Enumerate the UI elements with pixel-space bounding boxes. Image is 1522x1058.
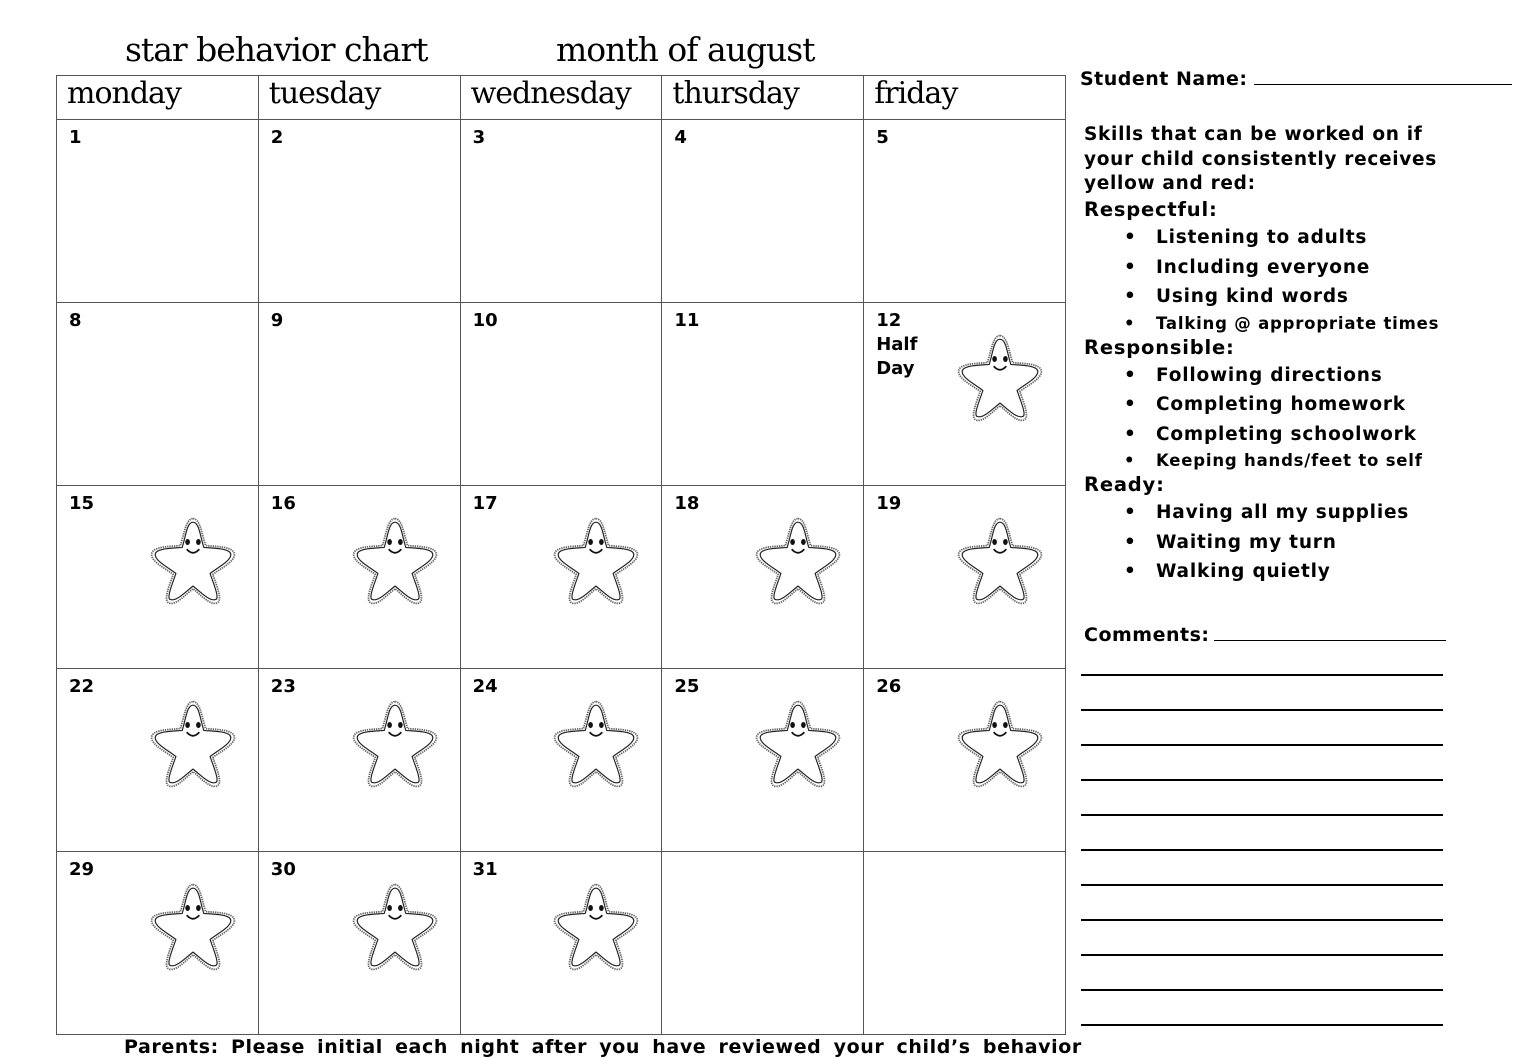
star-sticker-icon — [955, 331, 1045, 423]
star-sticker-graphic — [350, 514, 440, 606]
calendar-day-cell[interactable] — [460, 303, 662, 486]
star-sticker-icon — [551, 697, 641, 789]
day-number: 19 — [876, 493, 902, 514]
day-number: 25 — [674, 676, 700, 697]
day-number: 3 — [472, 127, 486, 148]
day-number: 29 — [69, 859, 95, 880]
day-label — [674, 126, 687, 150]
comment-write-line[interactable] — [1081, 709, 1443, 711]
day-label — [473, 492, 498, 516]
student-name-line[interactable] — [1254, 66, 1512, 85]
student-name-field[interactable] — [1080, 66, 1520, 90]
day-number: 26 — [876, 676, 902, 697]
calendar-day-cell[interactable] — [460, 852, 662, 1035]
star-sticker-icon — [148, 697, 238, 789]
day-note: Half — [876, 334, 918, 355]
skill-items — [1084, 361, 1520, 474]
day-label — [473, 126, 486, 150]
star-sticker-icon — [551, 514, 641, 606]
weekday-header: thursday — [662, 76, 864, 120]
day-number: 22 — [69, 676, 95, 697]
sidebar — [1080, 66, 1520, 646]
day-number: 18 — [674, 493, 700, 514]
skill-item: • Completing schoolwork — [1084, 420, 1520, 450]
calendar-day-cell[interactable] — [864, 669, 1066, 852]
day-number: 9 — [270, 310, 284, 331]
day-label — [674, 309, 699, 333]
calendar-day-cell[interactable] — [57, 669, 259, 852]
calendar-day-cell[interactable] — [662, 669, 864, 852]
skill-item: • Including everyone — [1084, 253, 1520, 283]
comments-field[interactable] — [1084, 622, 1446, 646]
day-label — [473, 309, 498, 333]
star-sticker-icon — [753, 514, 843, 606]
calendar-table — [56, 75, 1066, 1035]
skills-intro: Skills that can be worked on if your child consistently receives yellow and red: — [1084, 124, 1438, 194]
comment-write-line[interactable] — [1081, 919, 1443, 921]
day-label — [876, 492, 901, 516]
calendar-week-row — [57, 669, 1066, 852]
calendar-day-cell[interactable] — [57, 486, 259, 669]
skill-item: • Listening to adults — [1084, 223, 1520, 253]
calendar-day-cell[interactable] — [662, 852, 864, 1035]
skill-category-heading: Respectful: — [1084, 198, 1218, 221]
day-number: 17 — [472, 493, 498, 514]
skills-list — [1084, 198, 1520, 587]
star-sticker-graphic — [551, 697, 641, 789]
star-sticker-icon — [148, 880, 238, 972]
day-label — [271, 309, 284, 333]
day-label — [876, 675, 901, 699]
star-sticker-graphic — [753, 514, 843, 606]
comment-write-line[interactable] — [1081, 989, 1443, 991]
calendar-day-cell[interactable] — [864, 303, 1066, 486]
day-number: 11 — [674, 310, 700, 331]
day-label — [69, 309, 82, 333]
day-number: 10 — [472, 310, 498, 331]
calendar-day-cell[interactable] — [258, 120, 460, 303]
calendar-day-cell[interactable] — [258, 852, 460, 1035]
star-sticker-graphic — [955, 514, 1045, 606]
star-sticker-graphic — [148, 697, 238, 789]
parent-note: Parents: Please initial each night after you have reviewed your child’s behavior — [124, 1036, 1082, 1058]
student-name-label: Student Name: — [1080, 68, 1248, 90]
comment-write-line[interactable] — [1081, 1024, 1443, 1026]
calendar-day-cell[interactable] — [460, 120, 662, 303]
calendar-day-cell[interactable] — [460, 486, 662, 669]
comment-write-line[interactable] — [1081, 779, 1443, 781]
skill-item: • Following directions — [1084, 361, 1520, 391]
day-label — [876, 309, 917, 381]
day-number: 2 — [270, 127, 284, 148]
star-sticker-icon — [148, 514, 238, 606]
day-label — [69, 492, 94, 516]
star-sticker-graphic — [955, 331, 1045, 423]
skill-items — [1084, 498, 1520, 587]
day-number: 31 — [472, 859, 498, 880]
calendar-day-cell[interactable] — [662, 120, 864, 303]
day-label — [876, 126, 889, 150]
day-label — [69, 675, 94, 699]
star-sticker-icon — [350, 697, 440, 789]
calendar-day-cell[interactable] — [258, 486, 460, 669]
comment-write-line[interactable] — [1081, 814, 1443, 816]
calendar-day-cell[interactable] — [258, 669, 460, 852]
star-sticker-icon — [955, 514, 1045, 606]
weekday-header-row — [57, 76, 1066, 120]
day-note: Day — [876, 358, 915, 379]
skill-item: • Keeping hands/feet to self — [1084, 449, 1520, 473]
calendar-day-cell[interactable] — [460, 669, 662, 852]
calendar-day-cell[interactable] — [864, 486, 1066, 669]
star-sticker-icon — [753, 697, 843, 789]
comment-write-line[interactable] — [1081, 674, 1443, 676]
calendar-day-cell[interactable] — [864, 120, 1066, 303]
star-sticker-graphic — [955, 697, 1045, 789]
day-number: 5 — [876, 127, 889, 148]
day-label — [271, 126, 284, 150]
star-sticker-graphic — [350, 697, 440, 789]
star-sticker-graphic — [551, 514, 641, 606]
star-sticker-graphic — [148, 880, 238, 972]
weekday-header: tuesday — [258, 76, 460, 120]
day-number: 15 — [69, 493, 95, 514]
calendar-day-cell[interactable] — [864, 852, 1066, 1035]
star-sticker-icon — [350, 880, 440, 972]
comment-write-line[interactable] — [1081, 849, 1443, 851]
comments-label: Comments: — [1084, 624, 1210, 646]
comments-line[interactable] — [1214, 622, 1446, 641]
day-number: 24 — [472, 676, 498, 697]
star-sticker-icon — [955, 697, 1045, 789]
day-label — [271, 492, 296, 516]
calendar-week-row — [57, 120, 1066, 303]
calendar-day-cell[interactable] — [57, 120, 259, 303]
weekday-header: monday — [57, 76, 259, 120]
day-number: 1 — [69, 127, 82, 148]
comment-write-line[interactable] — [1081, 954, 1443, 956]
day-label — [674, 492, 699, 516]
calendar-day-cell[interactable] — [662, 303, 864, 486]
skill-item: • Talking @ appropriate times — [1084, 312, 1520, 336]
skill-items — [1084, 223, 1520, 336]
day-number: 12 — [876, 310, 902, 331]
star-sticker-graphic — [350, 880, 440, 972]
calendar-day-cell[interactable] — [57, 303, 259, 486]
star-sticker-graphic — [551, 880, 641, 972]
comment-write-line[interactable] — [1081, 884, 1443, 886]
comment-write-line[interactable] — [1081, 744, 1443, 746]
skill-item: • Waiting my turn — [1084, 528, 1520, 558]
star-sticker-graphic — [148, 514, 238, 606]
day-label — [674, 675, 699, 699]
calendar-week-row — [57, 852, 1066, 1035]
skill-category-heading: Ready: — [1084, 473, 1165, 496]
skill-item: • Using kind words — [1084, 282, 1520, 312]
day-label — [69, 126, 82, 150]
calendar-day-cell[interactable] — [662, 486, 864, 669]
day-label — [271, 858, 296, 882]
day-label — [473, 675, 498, 699]
day-number: 16 — [270, 493, 296, 514]
calendar-week-row — [57, 303, 1066, 486]
skill-item: • Walking quietly — [1084, 557, 1520, 587]
day-number: 8 — [69, 310, 82, 331]
star-sticker-graphic — [753, 697, 843, 789]
chart-title: star behavior chart — [125, 30, 428, 69]
day-number: 30 — [270, 859, 296, 880]
skill-item: • Having all my supplies — [1084, 498, 1520, 528]
star-sticker-icon — [350, 514, 440, 606]
day-label — [271, 675, 296, 699]
skill-item: • Completing homework — [1084, 390, 1520, 420]
day-number: 4 — [674, 127, 687, 148]
star-sticker-icon — [551, 880, 641, 972]
weekday-header: wednesday — [460, 76, 662, 120]
month-title: month of august — [556, 30, 815, 69]
skill-category-heading: Responsible: — [1084, 335, 1235, 359]
day-number: 23 — [270, 676, 296, 697]
day-label — [69, 858, 94, 882]
calendar-day-cell[interactable] — [57, 852, 259, 1035]
weekday-header: friday — [864, 76, 1066, 120]
calendar-day-cell[interactable] — [258, 303, 460, 486]
calendar-week-row — [57, 486, 1066, 669]
day-label — [473, 858, 498, 882]
